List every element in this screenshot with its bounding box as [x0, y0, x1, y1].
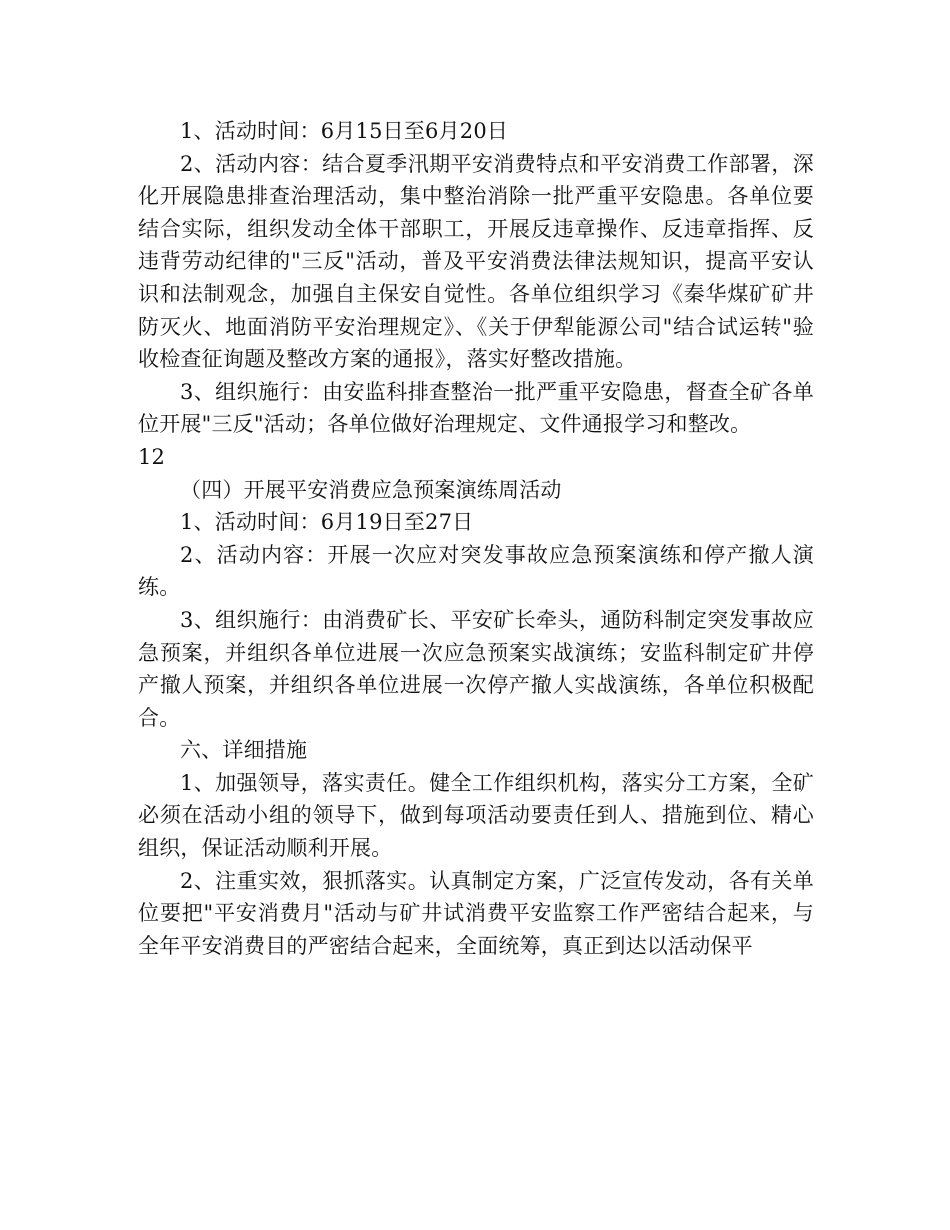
section-heading-six: 六、详细措施	[180, 738, 308, 763]
paragraph-measure-2: 2、注重实效，狠抓落实。认真制定方案，广泛宣传发动，各有关单位要把"平安消费月"活动与矿井试消费平安监察工作严密结合起来，与全年平安消费目的严密结合起来，全面统筹，真正到达以活动保平	[138, 868, 814, 958]
paragraph-activity-content-1: 2、活动内容：结合夏季汛期平安消费特点和平安消费工作部署，深化开展隐患排查治理活动，集中整治消除一批严重平安隐患。各单位要结合实际，组织发动全体干部职工，开展反违章操作、反违章指挥、反违背劳动纪律的"三反"活动，普及平安消费法律法规知识，提高平安认识和法制观念，加强自主保安自觉性。各单位组织学习《秦华煤矿矿井防灭火、地面消防平安治理规定》、《关于伊犁能源公司"结合试运转"验收检查征询题及整改方案的通报》，落实好整改措施。	[138, 151, 814, 372]
document-body	[138, 115, 814, 962]
paragraph-activity-time-2: 1、活动时间：6月19日至27日	[180, 510, 474, 535]
paragraph-organization-1: 3、组织施行：由安监科排查整治一批严重平安隐患，督查全矿各单位开展"三反"活动；各单位做好治理规定、文件通报学习和整改。	[138, 379, 814, 437]
paragraph-organization-2: 3、组织施行：由消费矿长、平安矿长牵头，通防科制定突发事故应急预案，并组织各单位进展一次应急预案实战演练；安监科制定矿井停产撤人预案，并组织各单位进展一次停产撤人实战演练，各单位积极配合。	[138, 607, 814, 730]
section-heading-four: （四）开展平安消费应急预案演练周活动	[180, 477, 562, 502]
paragraph-activity-time-1: 1、活动时间：6月15日至6月20日	[180, 119, 509, 143]
page-number-marker: 12	[138, 444, 166, 469]
paragraph-measure-1: 1、加强领导，落实责任。健全工作组织机构，落实分工方案，全矿必须在活动小组的领导下，做到每项活动要责任到人、措施到位、精心组织，保证活动顺利开展。	[138, 770, 814, 861]
paragraph-activity-content-2: 2、活动内容：开展一次应对突发事故应急预案演练和停产撤人演练。	[138, 542, 814, 600]
